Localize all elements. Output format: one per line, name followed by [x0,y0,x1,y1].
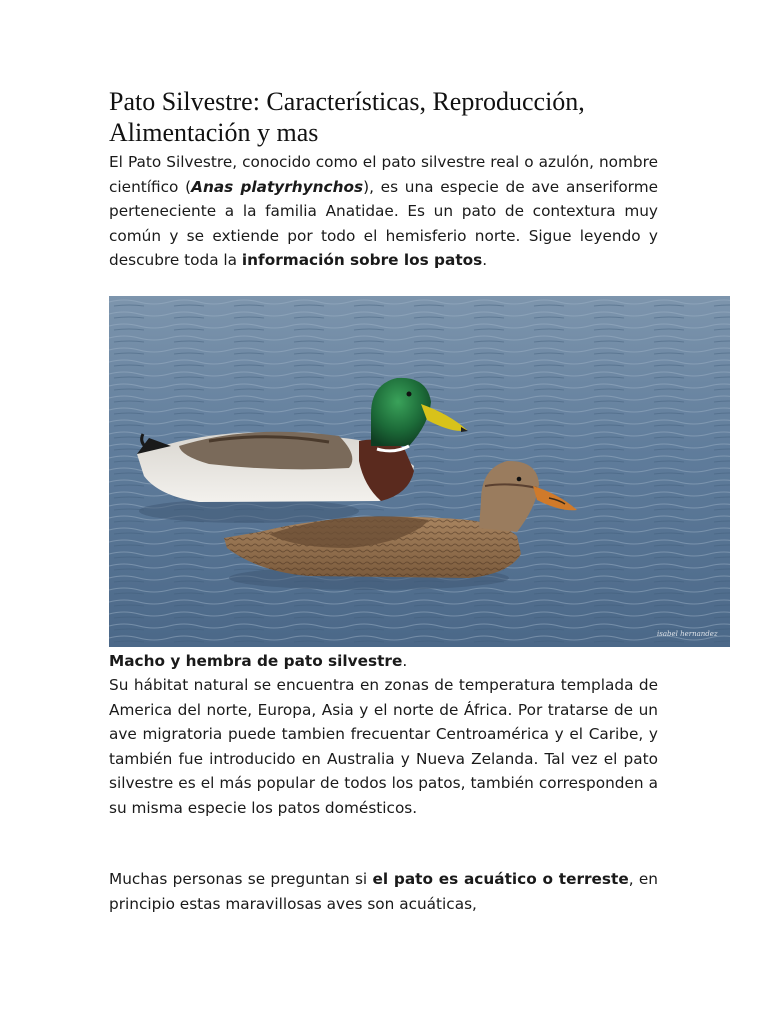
caption-end: . [402,652,408,670]
intro-text-1: El Pato Silvestre, conocido como el pato silvestre real o azulón, nombre científico ( [109,153,658,196]
duck-photo [109,296,730,647]
intro-text-2: ), es una especie de ave anseriforme perteneciente a la familia Anatidae. Es un pato de contextura muy común y se extiende por todo el hemisferio norte. Sigue leyendo y descubre toda la [109,177,659,270]
intro-paragraph [109,150,658,273]
photo-caption [109,649,658,674]
page-title: Pato Silvestre: Características, Reproducción, Alimentación y mas [109,87,585,147]
question-paragraph [109,867,658,916]
intro-text-end: . [482,251,488,270]
photo-watermark: isabel hernandez [657,630,718,638]
scientific-name: Anas platyrhynchos [191,177,364,196]
caption-bold: Macho y hembra de pato silvestre [109,652,403,670]
question-bold: el pato es acuático o terreste [372,870,629,888]
question-text-2: , en principio estas maravillosas aves son acuáticas, [109,870,658,913]
question-text-1: Muchas personas se preguntan si [109,870,373,888]
info-link-text: información sobre los patos [241,251,483,270]
habitat-paragraph: Su hábitat natural se encuentra en zonas de temperatura templada de America del norte, Europa, Asia y el norte de África. Por tratarse de un ave migratoria puede tambien frecuentar Centroamérica y el Caribe, y también fue introducido en Australia y Nueva Zelanda. Tal vez el pato silvestre es el más popular de todos los patos, también corresponden a su misma especie los patos domésticos. [109,676,658,817]
